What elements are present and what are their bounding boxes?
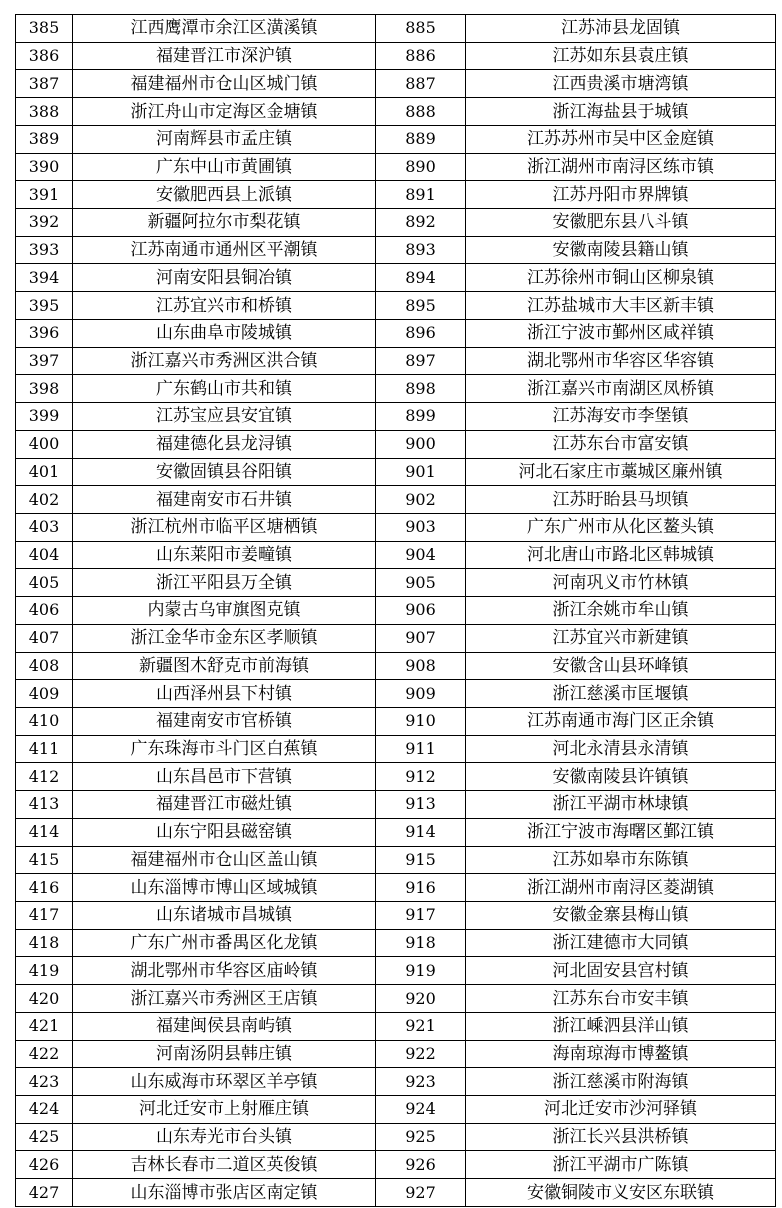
left-number-cell: 387	[16, 70, 73, 98]
left-town-cell: 江苏宝应县安宜镇	[73, 403, 376, 431]
right-number-cell: 891	[376, 181, 466, 209]
table-row	[16, 929, 776, 957]
table-row	[16, 458, 776, 486]
left-number-cell: 389	[16, 125, 73, 153]
table-row	[16, 846, 776, 874]
left-town-cell: 福建晋江市磁灶镇	[73, 791, 376, 819]
right-number-cell: 901	[376, 458, 466, 486]
left-town-cell: 河南汤阴县韩庄镇	[73, 1040, 376, 1068]
table-row	[16, 486, 776, 514]
table-row	[16, 1012, 776, 1040]
right-town-cell: 江苏东台市富安镇	[466, 430, 776, 458]
left-number-cell: 409	[16, 680, 73, 708]
right-number-cell: 899	[376, 403, 466, 431]
right-town-cell: 安徽南陵县籍山镇	[466, 236, 776, 264]
left-number-cell: 410	[16, 707, 73, 735]
right-town-cell: 江苏徐州市铜山区柳泉镇	[466, 264, 776, 292]
table-row	[16, 763, 776, 791]
left-number-cell: 391	[16, 181, 73, 209]
right-town-cell: 河北固安县宫村镇	[466, 957, 776, 985]
table-row	[16, 292, 776, 320]
left-town-cell: 江苏南通市通州区平潮镇	[73, 236, 376, 264]
left-number-cell: 400	[16, 430, 73, 458]
right-number-cell: 906	[376, 597, 466, 625]
left-town-cell: 新疆阿拉尔市梨花镇	[73, 209, 376, 237]
right-number-cell: 896	[376, 319, 466, 347]
right-town-cell: 安徽肥东县八斗镇	[466, 209, 776, 237]
table-row	[16, 818, 776, 846]
left-number-cell: 398	[16, 375, 73, 403]
right-number-cell: 912	[376, 763, 466, 791]
left-number-cell: 421	[16, 1012, 73, 1040]
left-number-cell: 426	[16, 1151, 73, 1179]
left-number-cell: 412	[16, 763, 73, 791]
right-town-cell: 江西贵溪市塘湾镇	[466, 70, 776, 98]
left-town-cell: 福建南安市官桥镇	[73, 707, 376, 735]
right-town-cell: 浙江余姚市牟山镇	[466, 597, 776, 625]
left-number-cell: 419	[16, 957, 73, 985]
right-town-cell: 江苏苏州市吴中区金庭镇	[466, 125, 776, 153]
right-town-cell: 广东广州市从化区鳌头镇	[466, 513, 776, 541]
left-town-cell: 广东鹤山市共和镇	[73, 375, 376, 403]
left-town-cell: 河南辉县市孟庄镇	[73, 125, 376, 153]
left-town-cell: 福建晋江市深沪镇	[73, 42, 376, 70]
left-town-cell: 山东淄博市博山区域城镇	[73, 874, 376, 902]
left-town-cell: 广东中山市黄圃镇	[73, 153, 376, 181]
right-number-cell: 897	[376, 347, 466, 375]
right-town-cell: 江苏如皋市东陈镇	[466, 846, 776, 874]
right-town-cell: 浙江湖州市南浔区练市镇	[466, 153, 776, 181]
table-row	[16, 513, 776, 541]
table-row	[16, 319, 776, 347]
right-number-cell: 903	[376, 513, 466, 541]
right-number-cell: 890	[376, 153, 466, 181]
left-number-cell: 388	[16, 98, 73, 126]
right-number-cell: 909	[376, 680, 466, 708]
left-town-cell: 福建南安市石井镇	[73, 486, 376, 514]
left-town-cell: 山东莱阳市姜疃镇	[73, 541, 376, 569]
right-town-cell: 安徽南陵县许镇镇	[466, 763, 776, 791]
right-number-cell: 889	[376, 125, 466, 153]
right-number-cell: 905	[376, 569, 466, 597]
left-number-cell: 416	[16, 874, 73, 902]
table-row	[16, 125, 776, 153]
table-row	[16, 1179, 776, 1207]
right-number-cell: 922	[376, 1040, 466, 1068]
left-number-cell: 415	[16, 846, 73, 874]
right-town-cell: 浙江长兴县洪桥镇	[466, 1123, 776, 1151]
right-number-cell: 919	[376, 957, 466, 985]
left-town-cell: 广东广州市番禺区化龙镇	[73, 929, 376, 957]
right-town-cell: 江苏海安市李堡镇	[466, 403, 776, 431]
right-town-cell: 浙江慈溪市附海镇	[466, 1068, 776, 1096]
right-town-cell: 江苏盱眙县马坝镇	[466, 486, 776, 514]
table-row	[16, 791, 776, 819]
right-town-cell: 江苏如东县袁庄镇	[466, 42, 776, 70]
right-town-cell: 江苏南通市海门区正余镇	[466, 707, 776, 735]
table-row	[16, 153, 776, 181]
right-number-cell: 910	[376, 707, 466, 735]
town-list-body	[16, 15, 776, 1207]
table-row	[16, 236, 776, 264]
right-town-cell: 江苏东台市安丰镇	[466, 985, 776, 1013]
left-number-cell: 423	[16, 1068, 73, 1096]
right-town-cell: 河北永清县永清镇	[466, 735, 776, 763]
left-town-cell: 福建闽侯县南屿镇	[73, 1012, 376, 1040]
right-town-cell: 河南巩义市竹林镇	[466, 569, 776, 597]
left-town-cell: 山东淄博市张店区南定镇	[73, 1179, 376, 1207]
left-number-cell: 422	[16, 1040, 73, 1068]
right-number-cell: 894	[376, 264, 466, 292]
left-number-cell: 408	[16, 652, 73, 680]
right-town-cell: 湖北鄂州市华容区华容镇	[466, 347, 776, 375]
right-town-cell: 江苏盐城市大丰区新丰镇	[466, 292, 776, 320]
table-row	[16, 403, 776, 431]
right-number-cell: 917	[376, 902, 466, 930]
left-town-cell: 内蒙古乌审旗图克镇	[73, 597, 376, 625]
left-town-cell: 浙江杭州市临平区塘栖镇	[73, 513, 376, 541]
right-number-cell: 885	[376, 15, 466, 43]
table-row	[16, 1068, 776, 1096]
table-row	[16, 1096, 776, 1124]
table-row	[16, 430, 776, 458]
left-number-cell: 402	[16, 486, 73, 514]
right-number-cell: 888	[376, 98, 466, 126]
right-town-cell: 河北唐山市路北区韩城镇	[466, 541, 776, 569]
left-town-cell: 山东曲阜市陵城镇	[73, 319, 376, 347]
right-town-cell: 江苏宜兴市新建镇	[466, 624, 776, 652]
right-town-cell: 浙江宁波市海曙区鄞江镇	[466, 818, 776, 846]
town-list-table	[15, 14, 776, 1207]
right-number-cell: 915	[376, 846, 466, 874]
right-number-cell: 908	[376, 652, 466, 680]
right-town-cell: 浙江湖州市南浔区菱湖镇	[466, 874, 776, 902]
right-town-cell: 浙江平湖市林埭镇	[466, 791, 776, 819]
table-row	[16, 42, 776, 70]
table-row	[16, 985, 776, 1013]
right-town-cell: 安徽金寨县梅山镇	[466, 902, 776, 930]
left-town-cell: 福建福州市仓山区盖山镇	[73, 846, 376, 874]
left-number-cell: 401	[16, 458, 73, 486]
left-number-cell: 399	[16, 403, 73, 431]
left-number-cell: 394	[16, 264, 73, 292]
table-row	[16, 15, 776, 43]
left-town-cell: 浙江金华市金东区孝顺镇	[73, 624, 376, 652]
left-number-cell: 414	[16, 818, 73, 846]
left-town-cell: 江西鹰潭市余江区潢溪镇	[73, 15, 376, 43]
right-number-cell: 900	[376, 430, 466, 458]
left-town-cell: 山东宁阳县磁窑镇	[73, 818, 376, 846]
left-number-cell: 385	[16, 15, 73, 43]
right-number-cell: 925	[376, 1123, 466, 1151]
left-number-cell: 390	[16, 153, 73, 181]
table-row	[16, 264, 776, 292]
left-number-cell: 395	[16, 292, 73, 320]
right-number-cell: 904	[376, 541, 466, 569]
left-town-cell: 福建福州市仓山区城门镇	[73, 70, 376, 98]
right-town-cell: 浙江建德市大同镇	[466, 929, 776, 957]
right-number-cell: 914	[376, 818, 466, 846]
table-row	[16, 652, 776, 680]
left-number-cell: 427	[16, 1179, 73, 1207]
right-number-cell: 926	[376, 1151, 466, 1179]
left-number-cell: 420	[16, 985, 73, 1013]
left-number-cell: 418	[16, 929, 73, 957]
right-number-cell: 927	[376, 1179, 466, 1207]
right-town-cell: 江苏丹阳市界牌镇	[466, 181, 776, 209]
left-number-cell: 386	[16, 42, 73, 70]
left-number-cell: 404	[16, 541, 73, 569]
table-row	[16, 902, 776, 930]
left-town-cell: 浙江嘉兴市秀洲区王店镇	[73, 985, 376, 1013]
table-row	[16, 98, 776, 126]
left-number-cell: 424	[16, 1096, 73, 1124]
table-row	[16, 70, 776, 98]
right-number-cell: 924	[376, 1096, 466, 1124]
table-row	[16, 874, 776, 902]
right-town-cell: 浙江海盐县于城镇	[466, 98, 776, 126]
right-number-cell: 911	[376, 735, 466, 763]
left-town-cell: 河南安阳县铜冶镇	[73, 264, 376, 292]
left-number-cell: 392	[16, 209, 73, 237]
left-town-cell: 浙江平阳县万全镇	[73, 569, 376, 597]
left-town-cell: 江苏宜兴市和桥镇	[73, 292, 376, 320]
right-number-cell: 921	[376, 1012, 466, 1040]
table-row	[16, 181, 776, 209]
table-row	[16, 347, 776, 375]
table-row	[16, 569, 776, 597]
table-row	[16, 1123, 776, 1151]
right-number-cell: 898	[376, 375, 466, 403]
left-town-cell: 吉林长春市二道区英俊镇	[73, 1151, 376, 1179]
table-row	[16, 209, 776, 237]
right-number-cell: 886	[376, 42, 466, 70]
left-number-cell: 417	[16, 902, 73, 930]
right-town-cell: 浙江慈溪市匡堰镇	[466, 680, 776, 708]
right-town-cell: 浙江宁波市鄞州区咸祥镇	[466, 319, 776, 347]
table-row	[16, 597, 776, 625]
right-town-cell: 浙江嘉兴市南湖区凤桥镇	[466, 375, 776, 403]
right-number-cell: 895	[376, 292, 466, 320]
right-number-cell: 923	[376, 1068, 466, 1096]
left-town-cell: 广东珠海市斗门区白蕉镇	[73, 735, 376, 763]
table-row	[16, 680, 776, 708]
right-number-cell: 887	[376, 70, 466, 98]
left-town-cell: 河北迁安市上射雁庄镇	[73, 1096, 376, 1124]
left-town-cell: 安徽固镇县谷阳镇	[73, 458, 376, 486]
right-number-cell: 902	[376, 486, 466, 514]
right-number-cell: 907	[376, 624, 466, 652]
left-number-cell: 405	[16, 569, 73, 597]
right-town-cell: 浙江嵊泗县洋山镇	[466, 1012, 776, 1040]
right-town-cell: 江苏沛县龙固镇	[466, 15, 776, 43]
right-number-cell: 916	[376, 874, 466, 902]
right-number-cell: 913	[376, 791, 466, 819]
right-number-cell: 892	[376, 209, 466, 237]
right-town-cell: 浙江平湖市广陈镇	[466, 1151, 776, 1179]
table-row	[16, 541, 776, 569]
table-row	[16, 1040, 776, 1068]
table-row	[16, 624, 776, 652]
left-town-cell: 山东寿光市台头镇	[73, 1123, 376, 1151]
left-town-cell: 浙江舟山市定海区金塘镇	[73, 98, 376, 126]
right-town-cell: 河北石家庄市藁城区廉州镇	[466, 458, 776, 486]
right-town-cell: 海南琼海市博鳌镇	[466, 1040, 776, 1068]
left-number-cell: 406	[16, 597, 73, 625]
right-town-cell: 安徽含山县环峰镇	[466, 652, 776, 680]
left-number-cell: 396	[16, 319, 73, 347]
right-number-cell: 920	[376, 985, 466, 1013]
table-row	[16, 735, 776, 763]
left-town-cell: 浙江嘉兴市秀洲区洪合镇	[73, 347, 376, 375]
left-town-cell: 山西泽州县下村镇	[73, 680, 376, 708]
left-number-cell: 393	[16, 236, 73, 264]
left-number-cell: 411	[16, 735, 73, 763]
left-town-cell: 山东威海市环翠区羊亭镇	[73, 1068, 376, 1096]
left-number-cell: 413	[16, 791, 73, 819]
left-town-cell: 湖北鄂州市华容区庙岭镇	[73, 957, 376, 985]
left-number-cell: 425	[16, 1123, 73, 1151]
right-town-cell: 河北迁安市沙河驿镇	[466, 1096, 776, 1124]
left-number-cell: 397	[16, 347, 73, 375]
table-row	[16, 1151, 776, 1179]
left-town-cell: 福建德化县龙浔镇	[73, 430, 376, 458]
left-town-cell: 山东诸城市昌城镇	[73, 902, 376, 930]
left-town-cell: 山东昌邑市下营镇	[73, 763, 376, 791]
table-row	[16, 957, 776, 985]
right-town-cell: 安徽铜陵市义安区东联镇	[466, 1179, 776, 1207]
left-number-cell: 407	[16, 624, 73, 652]
right-number-cell: 893	[376, 236, 466, 264]
left-town-cell: 安徽肥西县上派镇	[73, 181, 376, 209]
table-row	[16, 707, 776, 735]
table-row	[16, 375, 776, 403]
left-town-cell: 新疆图木舒克市前海镇	[73, 652, 376, 680]
right-number-cell: 918	[376, 929, 466, 957]
left-number-cell: 403	[16, 513, 73, 541]
